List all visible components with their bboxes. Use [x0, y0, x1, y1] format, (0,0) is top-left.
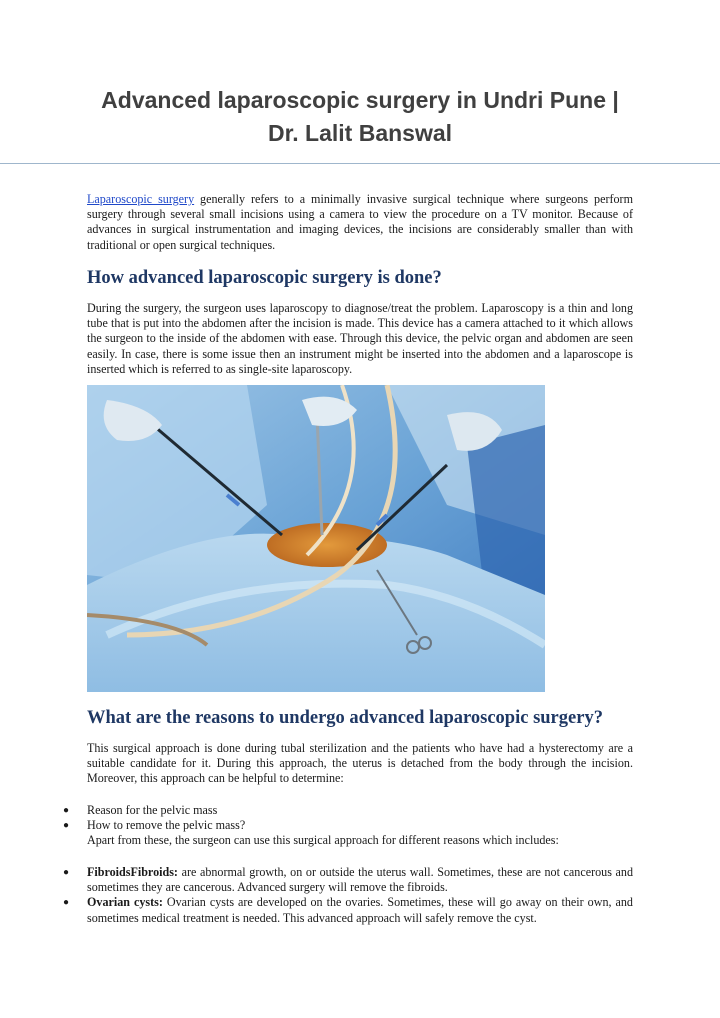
condition-text: Ovarian cysts are developed on the ovaries. Sometimes, these will go away on their own, and sometimes medical treatment is needed. This advanced approach will safely remove the cyst.: [87, 895, 633, 925]
laparoscopic-surgery-link[interactable]: Laparoscopic surgery: [87, 192, 195, 206]
section-how-paragraph: During the surgery, the surgeon uses laparoscopy to diagnose/treat the problem. Laparoscopy is a thin and long tube that is put into the abdomen after the incision is made. This device has a camera attached to it which allows the surgeon to the inside of the abdomen with ease. Through this device, the pelvic organ and abdomen are seen easily. In case, there is some issue then an instrument might be inserted into the abdomen and a laparoscope is inserted which is referred to as single-site laparoscopy.: [87, 301, 633, 376]
condition-term: FibroidsFibroids:: [87, 865, 178, 879]
intro-text: generally refers to a minimally invasive surgical technique where surgeons perform surgery through several small incisions using a camera to view the procedure on a TV monitor. Because of advances in surgical instrumentation and imaging devices, the incisions are considerably smaller than with traditional or open surgical techniques.: [87, 192, 633, 252]
title-line-1: Advanced laparoscopic surgery in Undri Pune |: [101, 87, 619, 113]
pelvic-mass-list: [60, 803, 633, 849]
section-heading-reasons: What are the reasons to undergo advanced laparoscopic surgery?: [87, 708, 603, 728]
list-item-text: Reason for the pelvic mass: [87, 803, 218, 817]
list-item: [60, 818, 633, 848]
bullet-icon: ●: [63, 805, 70, 816]
page-title: [60, 84, 660, 150]
surgery-photo: [87, 385, 545, 692]
condition-text: are abnormal growth, on or outside the uterus wall. Sometimes, these are not cancerous and sometimes they are cancerous. Advanced surgery will remove the fibroids.: [87, 865, 633, 895]
title-divider: [0, 163, 720, 164]
title-line-2: Dr. Lalit Banswal: [267, 120, 453, 146]
condition-term: Ovarian cysts:: [87, 895, 163, 910]
list-item: [60, 895, 633, 925]
conditions-list: [60, 865, 633, 926]
bullet-icon: ●: [63, 820, 70, 832]
list-item: [60, 865, 633, 895]
section-heading-how: How advanced laparoscopic surgery is done?: [87, 268, 442, 288]
section-reasons-paragraph: This surgical approach is done during tubal sterilization and the patients who have had a hysterectomy are a suitable candidate for it. During this approach, the uterus is detached from the body through the incision. Moreover, this approach can be helpful to determine:: [87, 741, 633, 786]
continuation-text: Apart from these, the surgeon can use this surgical approach for different reasons which includes:: [87, 833, 559, 848]
bullet-icon: ●: [63, 897, 70, 909]
list-item: [60, 803, 633, 818]
bullet-icon: ●: [63, 867, 70, 878]
intro-paragraph: [87, 192, 633, 253]
list-item-text: How to remove the pelvic mass?: [87, 818, 246, 833]
